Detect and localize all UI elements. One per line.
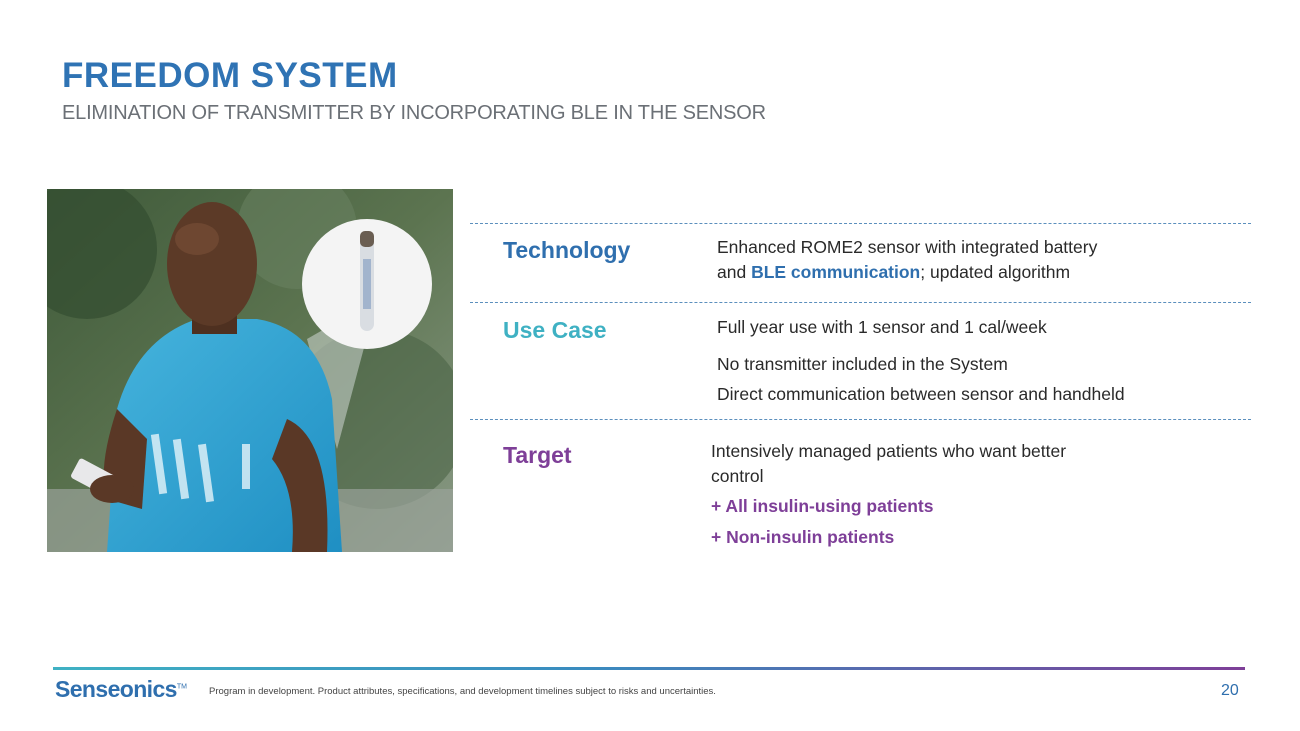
target-bullet: + Non-insulin patients: [711, 527, 895, 547]
ble-communication-highlight: BLE communication: [751, 262, 921, 282]
target-description: Intensively managed patients who want better control: [711, 441, 1067, 486]
target-bullet: + All insulin-using patients: [711, 496, 934, 516]
use-case-label: Use Case: [503, 317, 607, 343]
row-divider: [470, 419, 1251, 420]
technology-line-1: Enhanced ROME2 sensor with integrated battery: [717, 237, 1098, 257]
product-photo: [47, 189, 453, 552]
use-case-item: Direct communication between sensor and handheld: [717, 384, 1125, 404]
page-number: 20: [1221, 682, 1239, 699]
technology-line-2: and BLE communication; updated algorithm: [717, 262, 1071, 282]
technology-description: [717, 235, 1097, 285]
company-logo: Senseonics™: [55, 676, 187, 702]
footer-divider: [53, 667, 1245, 670]
row-divider: [470, 302, 1251, 303]
use-case-item: Full year use with 1 sensor and 1 cal/week: [717, 317, 1047, 337]
slide-subtitle: ELIMINATION OF TRANSMITTER BY INCORPORATING BLE IN THE SENSOR: [62, 102, 766, 124]
technology-label: Technology: [503, 237, 631, 263]
target-label: Target: [503, 442, 572, 468]
slide-title: FREEDOM SYSTEM: [62, 56, 398, 95]
use-case-item: No transmitter included in the System: [717, 354, 1008, 374]
footer-disclaimer: Program in development. Product attributes, specifications, and development timelines subject to risks and uncertainties.: [209, 686, 716, 697]
row-divider: [470, 223, 1251, 224]
